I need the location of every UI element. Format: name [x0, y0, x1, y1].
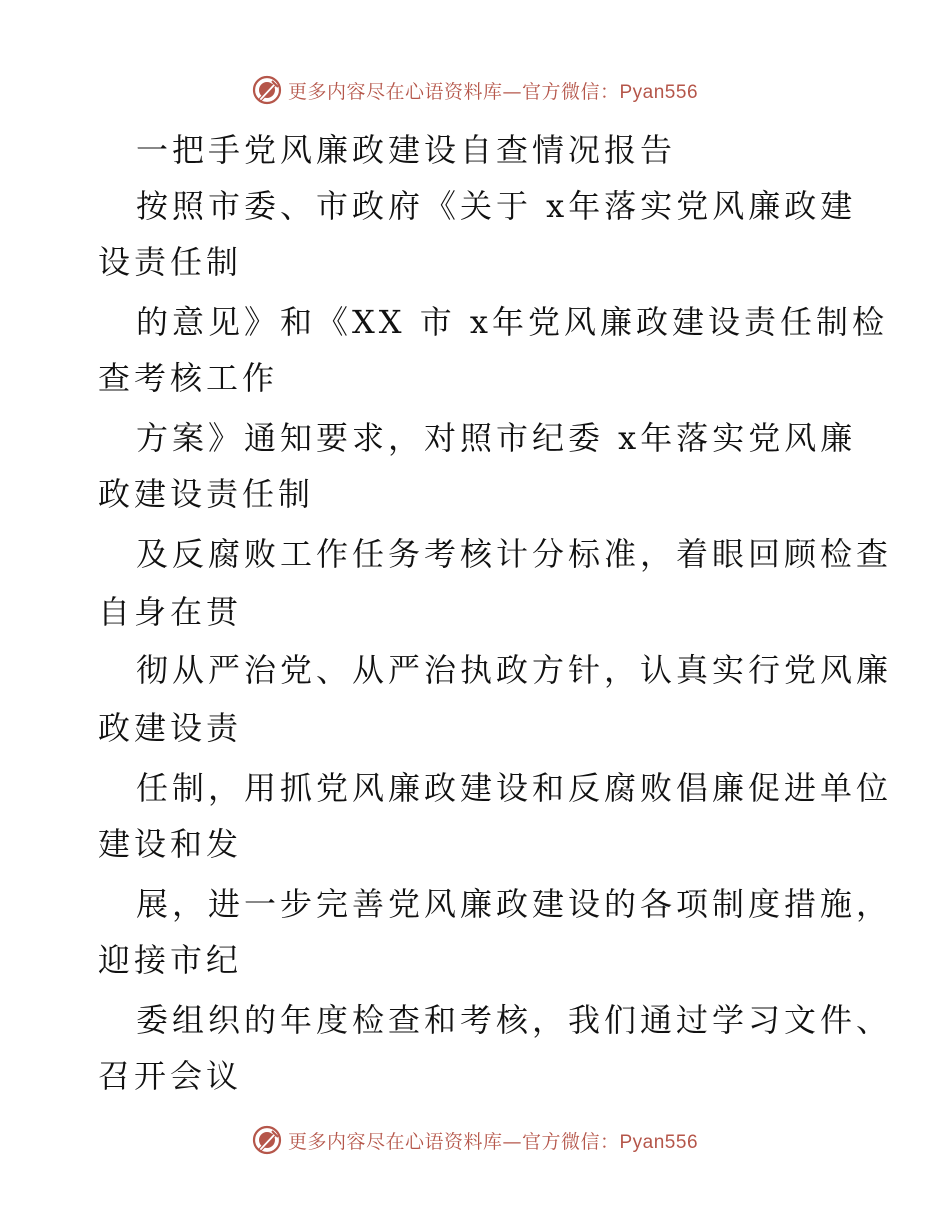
paragraph-line: 方案》通知要求，对照市纪委 x年落实党风廉 [136, 419, 857, 457]
header-banner-text [288, 77, 698, 104]
header-banner-wechat-id: Pyan556 [619, 81, 699, 103]
paragraph-line: 彻从严治党、从严治执政方针，认真实行党风廉 [136, 651, 893, 689]
footer-banner [0, 1120, 950, 1160]
paragraph-line: 委组织的年度检查和考核，我们通过学习文件、 [136, 1001, 893, 1039]
header-banner-label: 更多内容尽在心语资料库—官方微信： [287, 80, 620, 103]
paragraph-line: 政建设责任制 [98, 475, 315, 513]
footer-banner-text [288, 1127, 698, 1154]
paragraph-line: 按照市委、市政府《关于 x年落实党风廉政建 [136, 187, 857, 225]
paragraph-line: 召开会议 [98, 1057, 243, 1095]
paragraph-line: 自身在贯 [98, 593, 243, 631]
quill-pen-logo-icon [252, 1125, 282, 1155]
paragraph-line: 查考核工作 [98, 359, 279, 397]
document-title: 一把手党风廉政建设自查情况报告 [136, 131, 677, 169]
paragraph-line: 展，进一步完善党风廉政建设的各项制度措施， [136, 885, 893, 923]
paragraph-line: 任制，用抓党风廉政建设和反腐败倡廉促进单位 [136, 769, 893, 807]
footer-banner-label: 更多内容尽在心语资料库—官方微信： [287, 1130, 620, 1153]
paragraph-line: 设责任制 [98, 243, 243, 281]
paragraph-line: 迎接市纪 [98, 941, 243, 979]
paragraph-line: 的意见》和《XX 市 x年党风廉政建设责任制检 [136, 303, 888, 341]
quill-pen-logo-icon [252, 75, 282, 105]
paragraph-line: 政建设责 [98, 709, 243, 747]
footer-banner-wechat-id: Pyan556 [619, 1131, 699, 1153]
header-banner [0, 70, 950, 110]
paragraph-line: 及反腐败工作任务考核计分标准，着眼回顾检查 [136, 535, 893, 573]
paragraph-line: 建设和发 [98, 825, 243, 863]
